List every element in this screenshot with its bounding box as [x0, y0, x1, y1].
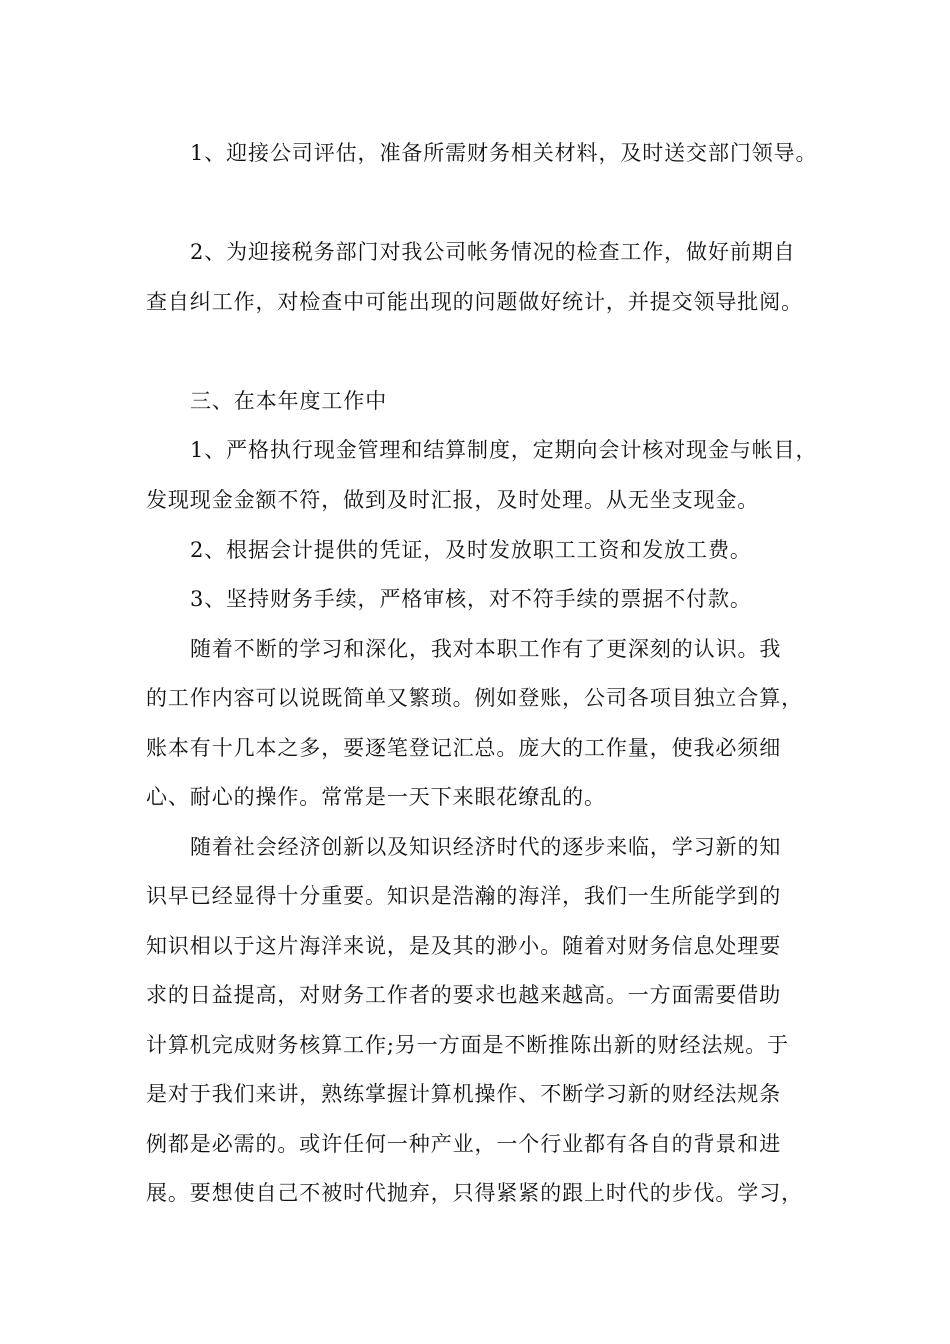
- text-line: 账本有十几本之多，要逐笔登记汇总。庞大的工作量，使我必须细: [146, 736, 782, 760]
- text-line: 发现现金金额不符，做到及时汇报，及时处理。从无坐支现金。: [146, 488, 760, 512]
- text-line: 1、迎接公司评估，准备所需财务相关材料，及时送交部门领导。: [190, 141, 818, 165]
- text-line: 随着社会经济创新以及知识经济时代的逐步来临，学习新的知: [190, 835, 782, 859]
- text-line: 心、耐心的操作。常常是一天下来眼花缭乱的。: [146, 785, 606, 809]
- text-line: 查自纠工作，对检查中可能出现的问题做好统计，并提交领导批阅。: [146, 290, 803, 314]
- text-line: 2、为迎接税务部门对我公司帐务情况的检查工作，做好前期自: [190, 240, 796, 264]
- text-line: 计算机完成财务核算工作;另一方面是不断推陈出新的财经法规。于: [146, 1033, 790, 1057]
- text-line: 3、坚持财务手续，严格审核，对不符手续的票据不付款。: [190, 587, 752, 611]
- section-heading: 三、在本年度工作中: [190, 389, 388, 413]
- text-line: 的工作内容可以说既简单又繁琐。例如登账，公司各项目独立合算，: [146, 686, 803, 710]
- text-line: 求的日益提高，对财务工作者的要求也越来越高。一方面需要借助: [146, 983, 782, 1007]
- text-line: 2、根据会计提供的凭证，及时发放职工工资和发放工费。: [190, 538, 752, 562]
- text-line: 是对于我们来讲，熟练掌握计算机操作、不断学习新的财经法规条: [146, 1082, 782, 1106]
- text-line: 随着不断的学习和深化，我对本职工作有了更深刻的认识。我: [190, 637, 782, 661]
- text-line: 展。要想使自己不被时代抛弃，只得紧紧的跟上时代的步伐。学习，: [146, 1181, 803, 1205]
- text-line: 识早已经显得十分重要。知识是浩瀚的海洋，我们一生所能学到的: [146, 884, 782, 908]
- text-line: 1、严格执行现金管理和结算制度，定期向会计核对现金与帐目，: [190, 438, 818, 462]
- text-line: 例都是必需的。或许任何一种产业，一个行业都有各自的背景和进: [146, 1132, 782, 1156]
- text-line: 知识相以于这片海洋来说，是及其的渺小。随着对财务信息处理要: [146, 934, 782, 958]
